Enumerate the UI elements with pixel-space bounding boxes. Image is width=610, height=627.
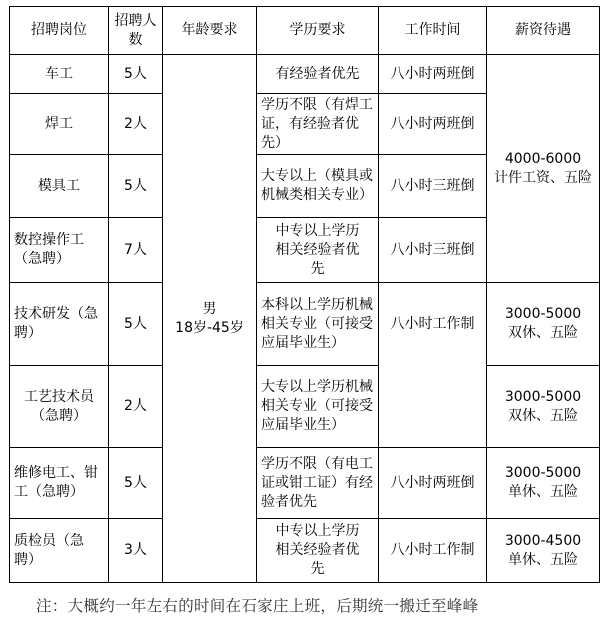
hours-text: 八小时工作制 — [390, 315, 475, 332]
hours-cell — [379, 283, 487, 448]
header-position: 招聘岗位 — [10, 7, 109, 55]
salary-detail: 计件工资、五险 — [494, 169, 592, 186]
count-cell: 5人 — [109, 448, 163, 519]
salary-detail: 单休、五险 — [508, 551, 578, 568]
salary-cell — [487, 366, 600, 448]
age-gender: 男 — [202, 300, 217, 317]
hours-cell: 八小时三班倒 — [379, 218, 487, 283]
count-cell: 2人 — [109, 94, 163, 155]
hours-cell: 八小时三班倒 — [379, 155, 487, 218]
age-cell — [163, 55, 257, 583]
header-education: 学历要求 — [257, 7, 379, 55]
count-cell: 5人 — [109, 55, 163, 94]
education-cell: 中专以上学历相关经验者优先 — [257, 519, 379, 583]
salary-cell — [487, 283, 600, 366]
education-cell: 有经验者优先 — [257, 55, 379, 94]
recruitment-table — [9, 6, 600, 583]
education-cell: 学历不限（有电工证或钳工证）有经验者优先 — [257, 448, 379, 519]
salary-range: 4000-6000 — [504, 150, 582, 167]
salary-range: 3000-5000 — [504, 465, 582, 481]
salary-detail: 单休、五险 — [508, 484, 578, 500]
position-cell: 车工 — [10, 55, 109, 94]
table-row — [10, 448, 600, 519]
count-cell: 2人 — [109, 366, 163, 448]
count-cell: 5人 — [109, 283, 163, 366]
table-row — [10, 55, 600, 94]
education-cell: 学历不限（有焊工证，有经验者优先） — [257, 94, 379, 155]
position-cell: 数控操作工（急聘） — [10, 218, 109, 283]
position-cell: 技术研发（急聘） — [10, 283, 109, 366]
header-age: 年龄要求 — [163, 7, 257, 55]
header-row — [10, 7, 600, 55]
position-cell: 模具工 — [10, 155, 109, 218]
education-cell: 本科以上学历机械相关专业（可接受应届毕业生） — [257, 283, 379, 366]
hours-cell: 八小时两班倒 — [379, 55, 487, 94]
count-cell: 3人 — [109, 519, 163, 583]
table-row — [10, 519, 600, 583]
position-cell: 焊工 — [10, 94, 109, 155]
count-cell: 5人 — [109, 155, 163, 218]
salary-cell — [487, 519, 600, 583]
education-cell: 大专以上（模具或机械类相关专业） — [257, 155, 379, 218]
age-range: 18岁-45岁 — [175, 319, 244, 336]
education-cell: 大专以上学历机械相关专业（可接受应届毕业生） — [257, 366, 379, 448]
salary-cell — [487, 448, 600, 519]
salary-range: 3000-4500 — [504, 532, 582, 549]
position-cell: 工艺技术员（急聘） — [10, 366, 109, 448]
salary-detail: 双休、五险 — [508, 325, 578, 341]
position-cell: 质检员（急聘） — [10, 519, 109, 583]
header-count: 招聘人数 — [109, 7, 163, 55]
hours-cell: 八小时工作制 — [379, 519, 487, 583]
salary-range: 3000-5000 — [504, 388, 582, 405]
hours-cell: 八小时两班倒 — [379, 448, 487, 519]
position-cell: 维修电工、钳工（急聘） — [10, 448, 109, 519]
header-salary: 薪资待遇 — [487, 7, 600, 55]
count-cell: 7人 — [109, 218, 163, 283]
table-row — [10, 283, 600, 366]
education-cell: 中专以上学历相关经验者优先 — [257, 218, 379, 283]
table-row — [10, 366, 600, 448]
salary-range: 3000-5000 — [504, 306, 582, 322]
header-hours: 工作时间 — [379, 7, 487, 55]
salary-cell — [487, 55, 600, 283]
footnote: 注：大概约一年左右的时间在石家庄上班，后期统一搬迁至峰峰 — [36, 597, 479, 615]
salary-detail: 双休、五险 — [508, 407, 578, 424]
hours-cell: 八小时两班倒 — [379, 94, 487, 155]
